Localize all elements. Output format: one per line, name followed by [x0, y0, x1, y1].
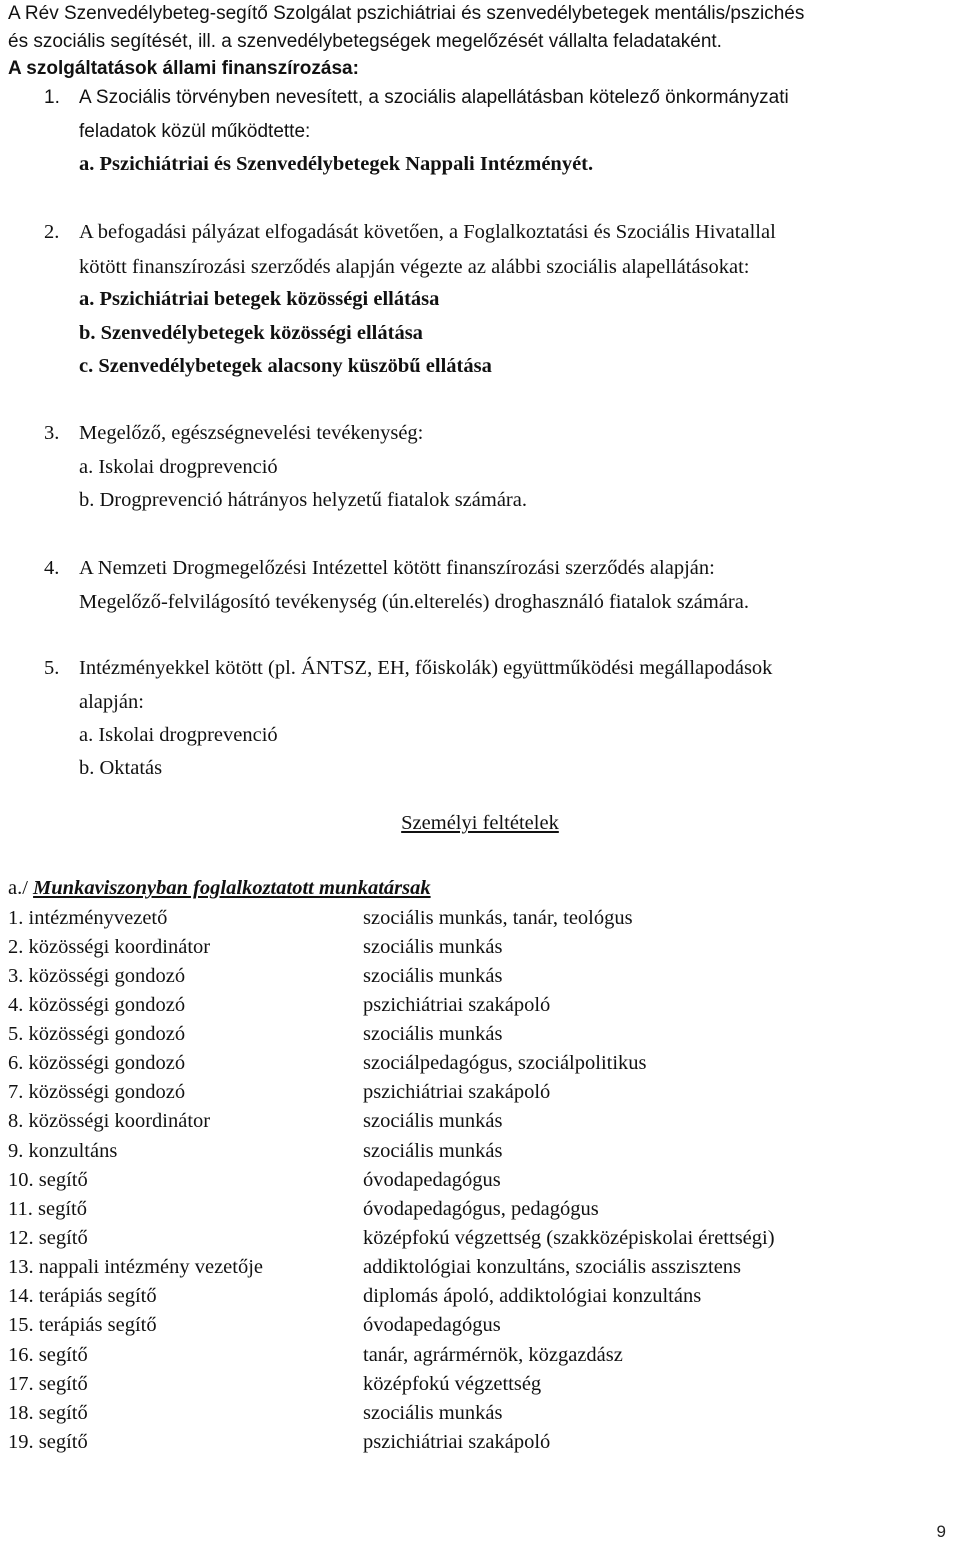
- staff-qualification: szociális munkás: [363, 1402, 503, 1424]
- table-row: [8, 1284, 948, 1313]
- staff-role: 12. segítő: [8, 1227, 88, 1249]
- staff-qualification: óvodapedagógus: [363, 1169, 501, 1191]
- table-row: [8, 935, 948, 964]
- item2-sub-b: b. Szenvedélybetegek közösségi ellátása: [79, 322, 423, 344]
- staff-qualification: szociális munkás, tanár, teológus: [363, 907, 633, 929]
- table-row: [8, 1372, 948, 1401]
- table-row: [8, 1168, 948, 1197]
- item4-line-2: Megelőző-felvilágosító tevékenység (ún.elterelés) droghasználó fiatalok számára.: [79, 591, 749, 613]
- staff-role: 6. közösségi gondozó: [8, 1052, 186, 1074]
- table-row: [8, 1109, 948, 1138]
- table-row: [8, 906, 948, 935]
- staff-role: 17. segítő: [8, 1373, 88, 1395]
- table-row: [8, 1022, 948, 1051]
- item4-line-1: A Nemzeti Drogmegelőzési Intézettel kötött finanszírozási szerződés alapján:: [79, 557, 715, 579]
- staff-qualification: középfokú végzettség: [363, 1373, 542, 1395]
- staff-qualification: szociális munkás: [363, 1023, 503, 1045]
- table-row: [8, 1343, 948, 1372]
- staff-role: 1. intézményvezető: [8, 907, 168, 929]
- item1-sub-a: a. Pszichiátriai és Szenvedélybetegek Nappali Intézményét.: [79, 153, 594, 175]
- item3-line-1: Megelőző, egészségnevelési tevékenység:: [79, 422, 424, 444]
- staff-role: 16. segítő: [8, 1344, 88, 1366]
- staff-qualification: szociálpedagógus, szociálpolitikus: [363, 1052, 647, 1074]
- staff-qualification: szociális munkás: [363, 1140, 503, 1162]
- table-row: [8, 964, 948, 993]
- item3-sub-a: a. Iskolai drogprevenció: [79, 456, 278, 478]
- item3-sub-b: b. Drogprevenció hátrányos helyzetű fiatalok számára.: [79, 489, 527, 511]
- table-row: [8, 1139, 948, 1168]
- staff-role: 19. segítő: [8, 1431, 88, 1453]
- item5-sub-b: b. Oktatás: [79, 757, 163, 779]
- intro-line-1: A Rév Szenvedélybeteg-segítő Szolgálat pszichiátriai és szenvedélybetegek mentális/pszichés: [8, 3, 805, 24]
- staff-qualification: pszichiátriai szakápoló: [363, 994, 551, 1016]
- item1-line-2: feladatok közül működtette:: [79, 121, 311, 142]
- personnel-subtitle: [8, 876, 431, 900]
- item3-number: 3.: [44, 422, 60, 444]
- staff-role: 14. terápiás segítő: [8, 1285, 157, 1307]
- staff-role: 18. segítő: [8, 1402, 88, 1424]
- staff-role: 2. közösségi koordinátor: [8, 936, 211, 958]
- item1-number: 1.: [44, 87, 60, 108]
- staff-qualification: óvodapedagógus, pedagógus: [363, 1198, 599, 1220]
- personnel-subtitle-prefix: a./: [8, 877, 34, 899]
- staff-role: 9. konzultáns: [8, 1140, 118, 1162]
- staff-role: 3. közösségi gondozó: [8, 965, 186, 987]
- staff-qualification: középfokú végzettség (szakközépiskolai érettségi): [363, 1227, 775, 1249]
- staff-qualification: pszichiátriai szakápoló: [363, 1081, 551, 1103]
- item4-number: 4.: [44, 557, 60, 579]
- item2-number: 2.: [44, 221, 60, 243]
- table-row: [8, 1080, 948, 1109]
- staff-qualification: szociális munkás: [363, 1110, 503, 1132]
- item5-sub-a: a. Iskolai drogprevenció: [79, 724, 278, 746]
- table-row: [8, 1226, 948, 1255]
- staff-role: 10. segítő: [8, 1169, 88, 1191]
- intro-line-2: és szociális segítését, ill. a szenvedélybetegségek megelőzését vállalta feladataként.: [8, 31, 722, 52]
- item5-line-1: Intézményekkel kötött (pl. ÁNTSZ, EH, főiskolák) együttműködési megállapodások: [79, 657, 773, 679]
- item5-line-2: alapján:: [79, 691, 144, 713]
- item5-number: 5.: [44, 657, 60, 679]
- personnel-title: Személyi feltételek: [401, 812, 559, 834]
- table-row: [8, 1255, 948, 1284]
- page-number: 9: [936, 1522, 946, 1541]
- table-row: [8, 1197, 948, 1226]
- staff-role: 11. segítő: [8, 1198, 87, 1220]
- staff-role: 13. nappali intézmény vezetője: [8, 1256, 264, 1278]
- staff-role: 5. közösségi gondozó: [8, 1023, 186, 1045]
- staff-role: 7. közösségi gondozó: [8, 1081, 186, 1103]
- table-row: [8, 1313, 948, 1342]
- staff-qualification: óvodapedagógus: [363, 1314, 501, 1336]
- staff-role: 4. közösségi gondozó: [8, 994, 186, 1016]
- item1-line-1: A Szociális törvényben nevesített, a szociális alapellátásban kötelező önkormányzati: [79, 87, 789, 108]
- staff-role: 15. terápiás segítő: [8, 1314, 157, 1336]
- staff-qualification: tanár, agrármérnök, közgazdász: [363, 1344, 623, 1366]
- item2-line-2: kötött finanszírozási szerződés alapján végezte az alábbi szociális alapellátásokat:: [79, 256, 750, 278]
- personnel-subtitle-text: Munkaviszonyban foglalkoztatott munkatársak: [33, 877, 431, 899]
- table-row: [8, 1401, 948, 1430]
- funding-heading: A szolgáltatások állami finanszírozása:: [8, 58, 359, 79]
- table-row: [8, 1430, 948, 1459]
- staff-qualification: pszichiátriai szakápoló: [363, 1431, 551, 1453]
- staff-qualification: diplomás ápoló, addiktológiai konzultáns: [363, 1285, 702, 1307]
- table-row: [8, 1051, 948, 1080]
- item2-sub-c: c. Szenvedélybetegek alacsony küszöbű ellátása: [79, 355, 492, 377]
- item2-sub-a: a. Pszichiátriai betegek közösségi ellátása: [79, 288, 440, 310]
- staff-qualification: addiktológiai konzultáns, szociális asszisztens: [363, 1256, 742, 1278]
- staff-qualification: szociális munkás: [363, 965, 503, 987]
- staff-role: 8. közösségi koordinátor: [8, 1110, 211, 1132]
- item2-line-1: A befogadási pályázat elfogadását követően, a Foglalkoztatási és Szociális Hivatallal: [79, 221, 776, 243]
- staff-qualification: szociális munkás: [363, 936, 503, 958]
- table-row: [8, 993, 948, 1022]
